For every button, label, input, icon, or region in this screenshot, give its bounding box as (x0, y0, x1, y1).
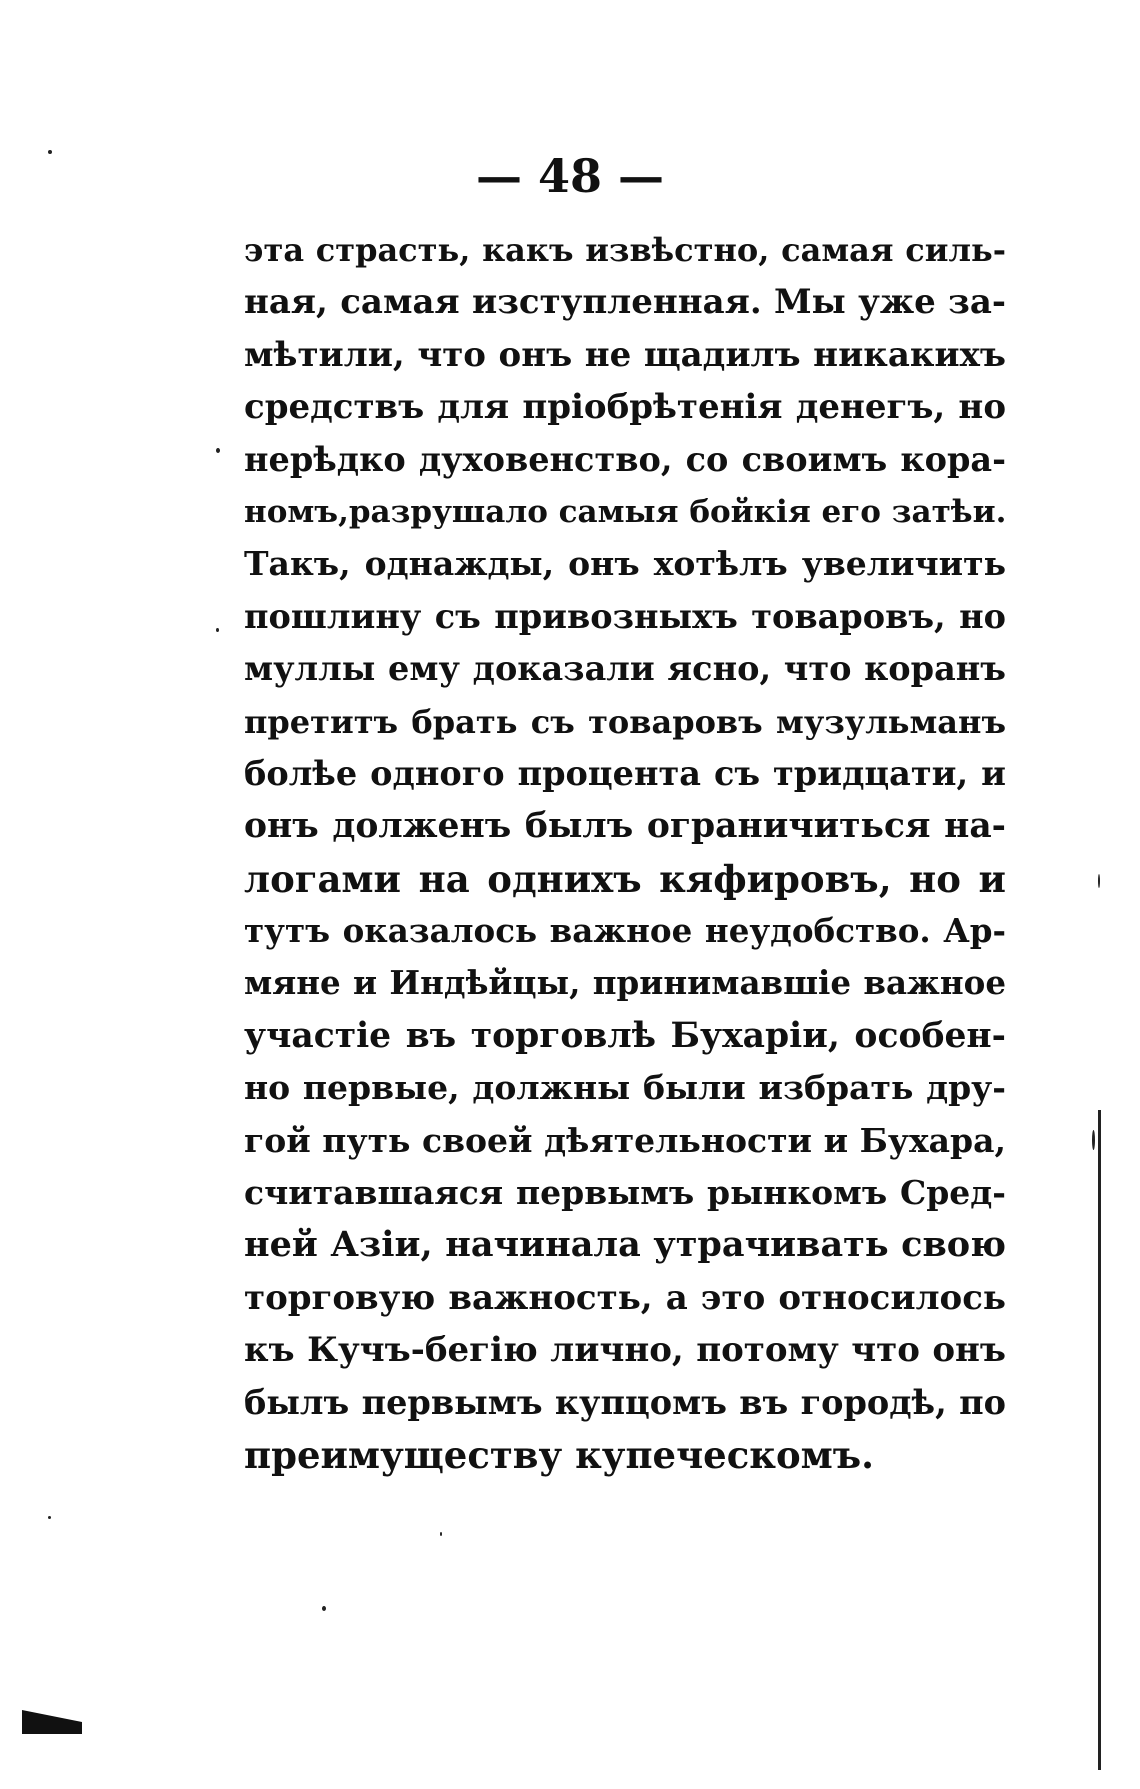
text-line: былъ первымъ купцомъ въ городѣ, по (244, 1382, 1006, 1422)
text-line: нерѣдко духовенство, со своимъ кора- (244, 439, 1006, 479)
scan-speck (440, 1532, 442, 1536)
text-line: болѣе одного процента съ тридцати, и (244, 753, 1006, 793)
scan-speck (48, 150, 52, 154)
text-line: претитъ брать съ товаровъ музульманъ (244, 702, 1006, 741)
text-line: муллы ему доказали ясно, что коранъ (244, 649, 1006, 689)
scan-speck (216, 448, 220, 453)
text-line: Такъ, однажды, онъ хотѣлъ увеличить (244, 544, 1006, 584)
text-line: ней Азіи, начинала утрачивать свою (244, 1224, 1006, 1266)
scan-speck (1092, 1130, 1095, 1150)
margin-rule (1098, 1110, 1101, 1770)
text-line: участіе въ торговлѣ Бухаріи, особен- (244, 1015, 1006, 1056)
text-line: но первые, должны были избрать дру- (244, 1068, 1006, 1108)
text-line: торговую важность, а это относилось (244, 1277, 1006, 1318)
corner-mark (22, 1710, 82, 1734)
text-line: мѣтили, что онъ не щадилъ никакихъ (244, 334, 1006, 375)
page-number: — 48 — (475, 149, 665, 203)
scan-speck (322, 1606, 326, 1611)
text-line: гой путь своей дѣятельности и Бухара, (244, 1120, 1006, 1160)
text-line: къ Кучъ-бегію лично, потому что онъ (244, 1330, 1006, 1371)
text-line: логами на однихъ кяфировъ, но и (244, 856, 1006, 901)
text-line: пошлину съ привозныхъ товаровъ, но (244, 596, 1006, 636)
text-line: ная, самая изступленная. Мы уже за- (244, 282, 1006, 323)
text-line: эта страсть, какъ извѣстно, самая силь- (244, 231, 1006, 269)
scan-speck (216, 628, 219, 632)
text-line: мяне и Индѣйцы, принимавшіе важное (244, 963, 1006, 1003)
text-line: преимуществу купеческомъ. (244, 1432, 875, 1477)
text-line: считавшаяся первымъ рынкомъ Сред- (244, 1173, 1006, 1213)
text-line: средствъ для пріобрѣтенія денегъ, но (244, 387, 1006, 428)
body-text (244, 224, 1006, 1481)
text-line: тутъ оказалось важное неудобство. Ар- (244, 911, 1006, 951)
scan-speck (48, 1516, 51, 1519)
scan-speck (1098, 874, 1100, 888)
text-line: номъ,разрушало самыя бойкія его затѣи. (244, 493, 1006, 530)
text-line: онъ долженъ былъ ограничиться на- (244, 806, 1006, 847)
